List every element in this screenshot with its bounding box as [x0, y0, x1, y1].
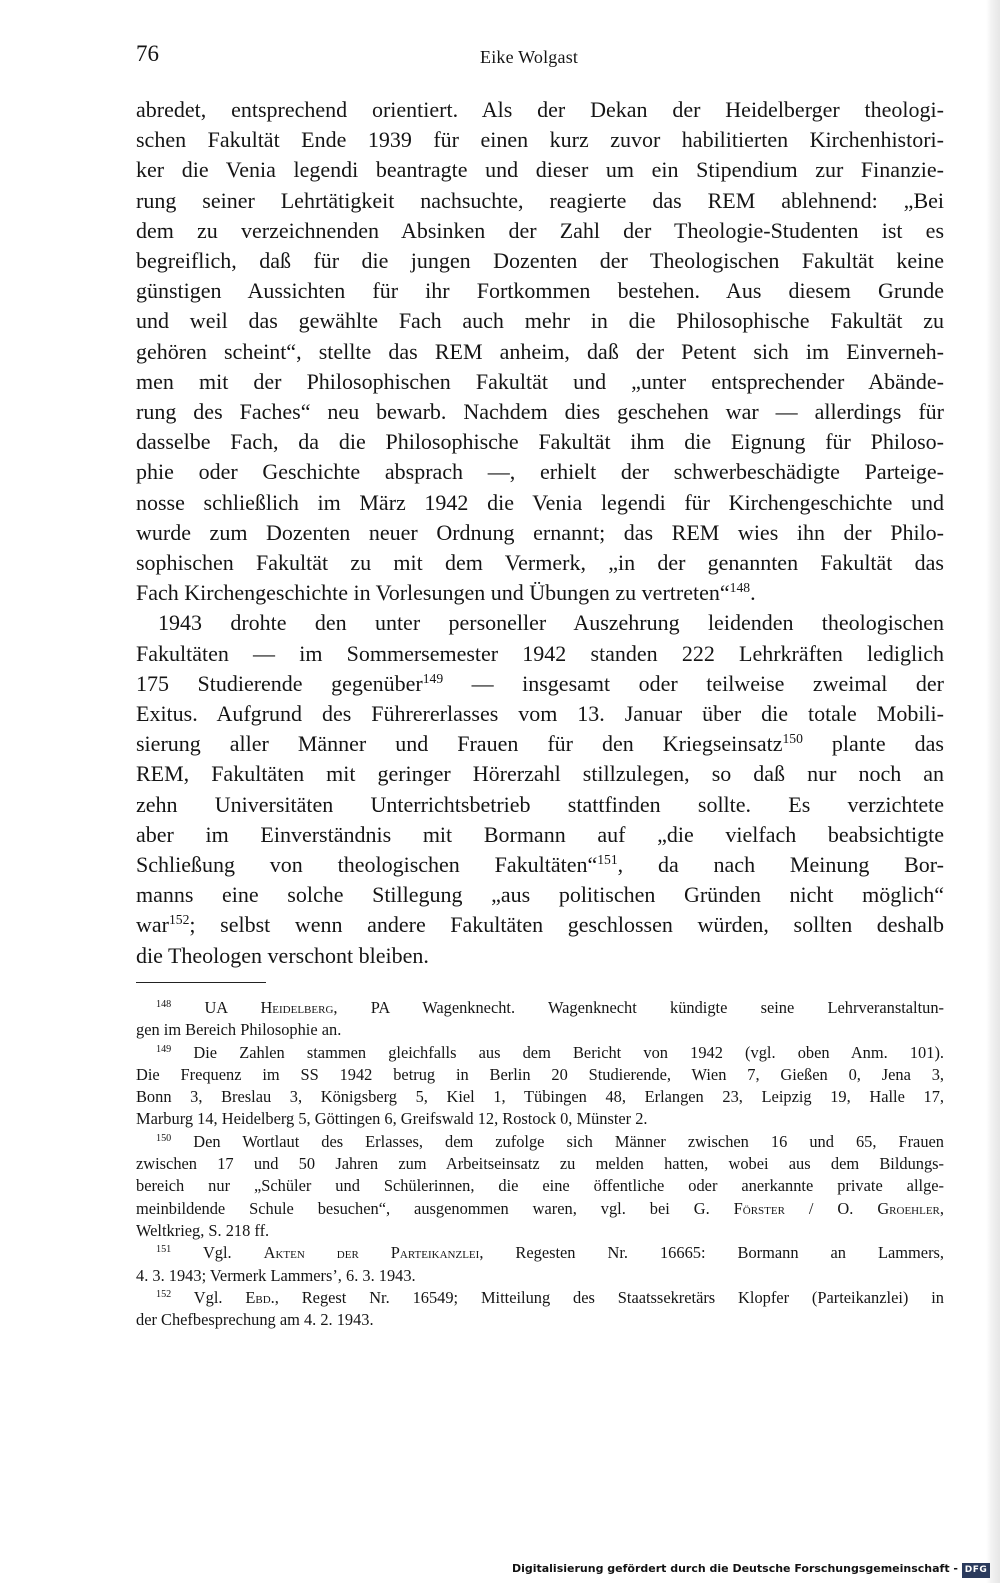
text-segment: UA	[171, 998, 261, 1017]
text-line: manns eine solche Stillegung „aus politischen Gründen nicht möglich“	[136, 882, 944, 908]
text-segment: Den Wortlaut des Erlasses, dem zufolge sich Männer zwischen 16 und 65, Frauen	[171, 1131, 944, 1151]
dfg-logo: DFG	[962, 1563, 990, 1578]
footnote-ref-151[interactable]: 151	[597, 851, 618, 867]
footnote-148	[136, 997, 944, 1042]
text-segment: Vgl.	[171, 1243, 264, 1263]
text-line	[136, 910, 944, 940]
footnote-150	[136, 1131, 944, 1242]
text-line: sophischen Fakultät zu mit dem Vermerk, „in der genannten Fakultät das	[136, 550, 944, 576]
text-segment: — insgesamt oder teilweise zweimal der	[443, 670, 944, 696]
footnote-149	[136, 1042, 944, 1131]
archive-name: Heidelberg	[260, 998, 334, 1017]
text-segment: Schließung von theologischen Fakultäten“	[136, 852, 598, 878]
text-segment: Die Zahlen stammen gleichfalls aus dem Bericht von 1942 (vgl. oben Anm. 101).	[171, 1042, 944, 1062]
footnote-line: Marburg 14, Heidelberg 5, Göttingen 6, Greifswald 12, Rostock 0, Münster 2.	[136, 1109, 648, 1129]
text-segment: ; selbst wenn andere Fakultäten geschlossen würden, sollten deshalb	[189, 912, 944, 938]
footnote-line: zwischen 17 und 50 Jahren zum Arbeitseinsatz zu melden hatten, wobei aus dem Bildungs-	[136, 1154, 944, 1174]
footnote-line	[136, 1042, 944, 1064]
text-segment: , Regesten Nr. 16665: Bormann an Lammers,	[479, 1243, 944, 1263]
text-segment: meinbildende Schule besuchen“, ausgenommen waren, vgl. bei G.	[136, 1198, 734, 1218]
text-line: Exitus. Aufgrund des Führererlasses vom 13. Januar über die totale Mobili-	[136, 701, 944, 727]
text-segment: 175 Studierende gegenüber	[136, 670, 423, 696]
text-line: rung des Faches“ neu bewarb. Nachdem dies geschehen war — allerdings für	[136, 399, 944, 425]
text-line: men mit der Philosophischen Fakultät und „unter entsprechender Abände-	[136, 368, 944, 394]
text-line: und weil das gewählte Fach auch mehr in die Philosophische Fakultät zu	[136, 308, 944, 334]
source-title: Ebd.	[245, 1287, 275, 1307]
text-segment: plante das	[802, 731, 944, 757]
text-line: REM, Fakultäten mit geringer Hörerzahl stillzulegen, so daß nur noch an	[136, 761, 944, 787]
text-line: begreiflich, daß für die jungen Dozenten der Theologischen Fakultät keine	[136, 248, 944, 274]
footnotes	[136, 997, 944, 1331]
text-line: schen Fakultät Ende 1939 für einen kurz zuvor habilitierten Kirchenhistori-	[136, 127, 944, 153]
footnote-line	[136, 1287, 944, 1309]
text-segment: , Regest Nr. 16549; Mitteilung des Staatssekretärs Klopfer (Parteikanzlei) in	[274, 1287, 944, 1307]
text-segment: ,	[939, 1198, 944, 1218]
text-line: rung seiner Lehrtätigkeit nachsuchte, reagierte das REM ablehnend: „Bei	[136, 187, 944, 213]
text-segment: .	[750, 580, 756, 606]
text-segment: , PA Wagenknecht. Wagenknecht kündigte seine Lehrveranstaltun-	[333, 998, 944, 1017]
text-line: dasselbe Fach, da die Philosophische Fakultät ihm die Eignung für Philoso-	[136, 429, 944, 455]
text-line: dem zu verzeichnenden Absinken der Zahl der Theologie-Studenten ist es	[136, 217, 944, 243]
text-line: 1943 drohte den unter personeller Auszehrung leidenden theologischen	[158, 610, 944, 636]
text-line: nosse schließlich im März 1942 die Venia legendi für Kirchengeschichte und	[136, 489, 944, 515]
author-name: Förster	[733, 1198, 785, 1218]
text-segment: / O.	[784, 1198, 878, 1218]
footnote-line	[136, 997, 944, 1019]
text-segment: sierung aller Männer und Frauen für den Kriegseinsatz	[136, 731, 783, 757]
paragraph-1	[136, 95, 944, 608]
footnote-ref-152[interactable]: 152	[168, 912, 190, 928]
footnote-number: 151	[156, 1244, 172, 1256]
footnote-line: der Chefbesprechung am 4. 2. 1943.	[136, 1310, 374, 1330]
main-text	[136, 95, 944, 971]
text-line: aber im Einverständnis mit Bormann auf „die vielfach beabsichtigte	[136, 821, 944, 847]
page-number: 76	[136, 41, 159, 66]
author-name: Groehler	[877, 1198, 940, 1218]
text-segment: war	[136, 912, 169, 938]
footnote-line	[136, 1131, 944, 1153]
footnote-ref-149[interactable]: 149	[422, 670, 444, 686]
running-head-author: Eike Wolgast	[480, 47, 579, 67]
text-line: die Theologen verschont bleiben.	[136, 942, 429, 968]
text-line: wurde zum Dozenten neuer Ordnung ernannt; das REM wies ihn der Philo-	[136, 519, 944, 545]
text-line	[136, 729, 944, 759]
footnote-151	[136, 1242, 944, 1287]
source-title: Akten der Parteikanzlei	[263, 1243, 480, 1263]
footnote-line: 4. 3. 1943; Vermerk Lammers’, 6. 3. 1943.	[136, 1265, 416, 1285]
text-line: günstigen Aussichten für ihr Fortkommen bestehen. Aus diesem Grunde	[136, 278, 944, 304]
footnote-ref-150[interactable]: 150	[782, 731, 803, 747]
text-segment: Vgl.	[171, 1287, 246, 1307]
text-segment: Fach Kirchengeschichte in Vorlesungen und Übungen zu vertreten“	[136, 580, 730, 606]
text-line: ker die Venia legendi beantragte und dieser um ein Stipendium zur Finanzie-	[136, 157, 944, 183]
text-line: zehn Universitäten Unterrichtsbetrieb stattfinden sollte. Es verzichtete	[136, 791, 944, 817]
footnote-line	[136, 1198, 944, 1220]
text-line: abredet, entsprechend orientiert. Als der Dekan der Heidelberger theologi-	[136, 97, 944, 122]
footnote-line: bereich nur „Schüler und Schülerinnen, die eine öffentliche oder anerkannte private allge-	[136, 1176, 944, 1196]
footnote-ref-148[interactable]: 148	[729, 580, 751, 596]
footnote-number: 148	[156, 998, 172, 1010]
footnote-line: Die Frequenz im SS 1942 betrug in Berlin 20 Studierende, Wien 7, Gießen 0, Jena 3,	[136, 1064, 944, 1084]
text-line	[136, 669, 944, 699]
paragraph-2	[136, 608, 944, 970]
footnote-line: Weltkrieg, S. 218 ff.	[136, 1220, 270, 1240]
text-segment: , da nach Meinung Bor-	[617, 852, 945, 878]
digitization-credit: Digitalisierung gefördert durch die Deutsche Forschungsgemeinschaft -	[511, 1562, 958, 1575]
text-line	[136, 850, 944, 880]
text-line	[136, 578, 944, 608]
footnote-line: gen im Bereich Philosophie an.	[136, 1020, 342, 1040]
footnote-number: 150	[156, 1132, 172, 1144]
footnote-152	[136, 1287, 944, 1332]
footnote-number: 149	[156, 1043, 172, 1055]
text-line: phie oder Geschichte absprach —, erhielt der schwerbeschädigte Parteige-	[136, 459, 944, 485]
footnote-line: Bonn 3, Breslau 3, Königsberg 5, Kiel 1, Tübingen 48, Erlangen 23, Leipzig 19, Halle 17,	[136, 1087, 944, 1107]
footnote-line	[136, 1242, 944, 1264]
text-line: gehören scheint“, stellte das REM anheim, daß der Petent sich im Einverneh-	[136, 338, 944, 364]
footnote-separator	[136, 982, 266, 983]
page-edge-shadow	[986, 0, 1000, 1583]
footnote-number: 152	[156, 1288, 172, 1300]
text-line: Fakultäten — im Sommersemester 1942 standen 222 Lehrkräften lediglich	[136, 640, 944, 666]
